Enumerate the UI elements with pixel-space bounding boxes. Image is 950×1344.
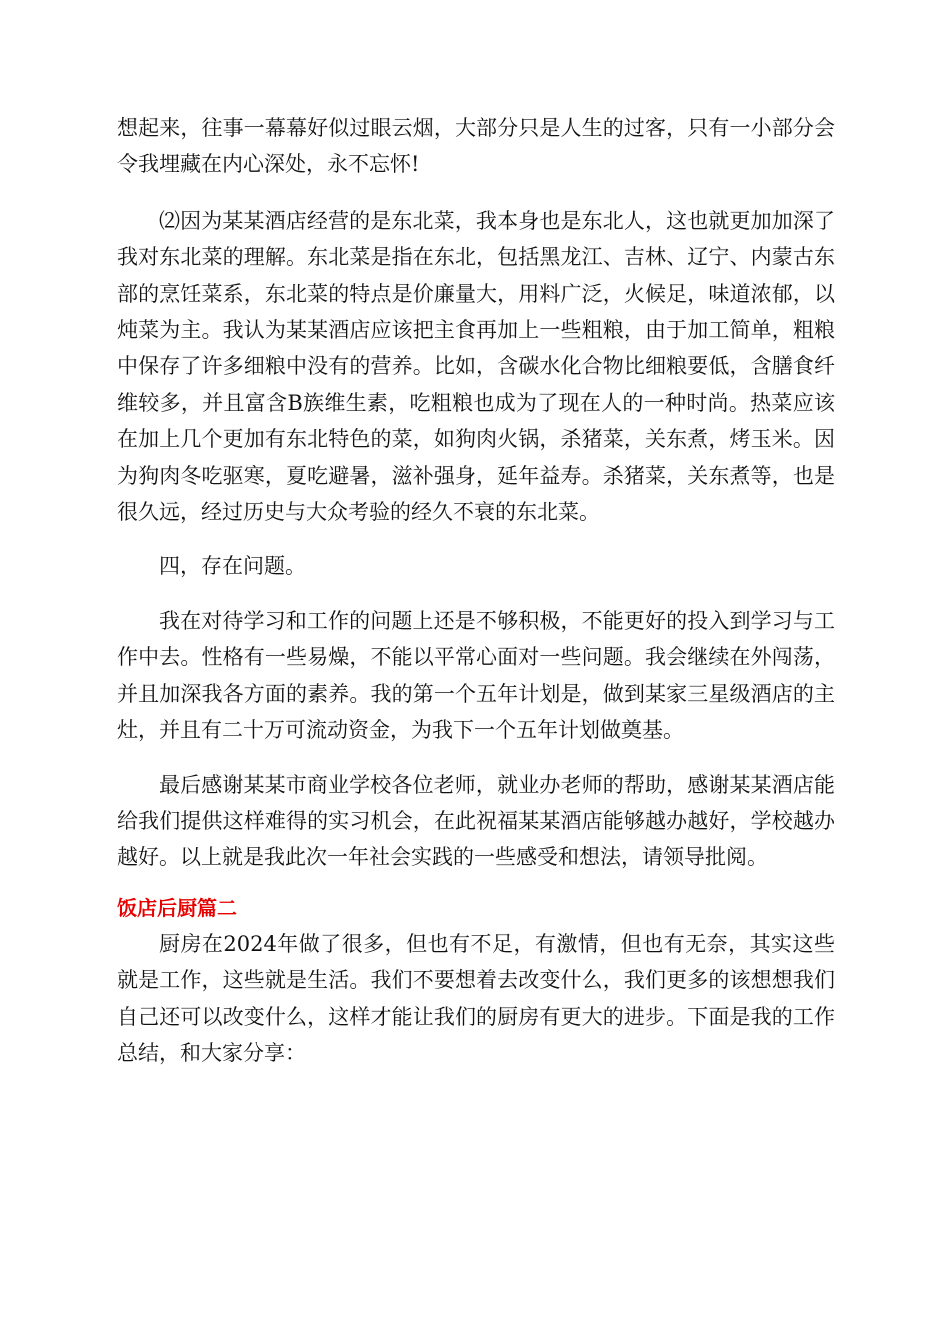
paragraph-3: 四，存在问题。 bbox=[159, 554, 306, 579]
paragraph-1: 想起来，往事一幕幕好似过眼云烟，大部分只是人生的过客，只有一小部分会令我埋藏在内心深处，永不忘怀! bbox=[117, 116, 835, 177]
paragraph-5: 最后感谢某某市商业学校各位老师，就业办老师的帮助，感谢某某酒店能给我们提供这样难得的实习机会，在此祝福某某酒店能够越办越好，学校越办越好。以上就是我此次一年社会实践的一些感受和想法，请领导批阅。 bbox=[117, 772, 835, 870]
section-heading: 饭店后厨篇二 bbox=[117, 895, 237, 920]
document-page bbox=[117, 110, 835, 1071]
paragraph-6: 厨房在2024年做了很多，但也有不足，有激情，但也有无奈，其实这些就是工作，这些就是生活。我们不要想着去改变什么，我们更多的该想想我们自己还可以改变什么，这样才能让我们的厨房有更大的进步。下面是我的工作总结，和大家分享： bbox=[117, 931, 835, 1065]
paragraph-2: ⑵因为某某酒店经营的是东北菜，我本身也是东北人，这也就更加加深了我对东北菜的理解。东北菜是指在东北，包括黑龙江、吉林、辽宁、内蒙古东部的烹饪菜系，东北菜的特点是价廉量大，用料广泛，火候足，味道浓郁，以炖菜为主。我认为某某酒店应该把主食再加上一些粗粮，由于加工简单，粗粮中保存了许多细粮中没有的营养。比如，含碳水化合物比细粮要低，含膳食纤维较多，并且富含B族维生素，吃粗粮也成为了现在人的一种时尚。热菜应该在加上几个更加有东北特色的菜，如狗肉火锅，杀猪菜，关东煮，烤玉米。因为狗肉冬吃驱寒，夏吃避暑，滋补强身，延年益寿。杀猪菜，关东煮等，也是很久远，经过历史与大众考验的经久不衰的东北菜。 bbox=[117, 208, 835, 525]
paragraph-4: 我在对待学习和工作的问题上还是不够积极，不能更好的投入到学习与工作中去。性格有一些易燥，不能以平常心面对一些问题。我会继续在外闯荡，并且加深我各方面的素养。我的第一个五年计划是，做到某家三星级酒店的主灶，并且有二十万可流动资金，为我下一个五年计划做奠基。 bbox=[117, 608, 835, 743]
